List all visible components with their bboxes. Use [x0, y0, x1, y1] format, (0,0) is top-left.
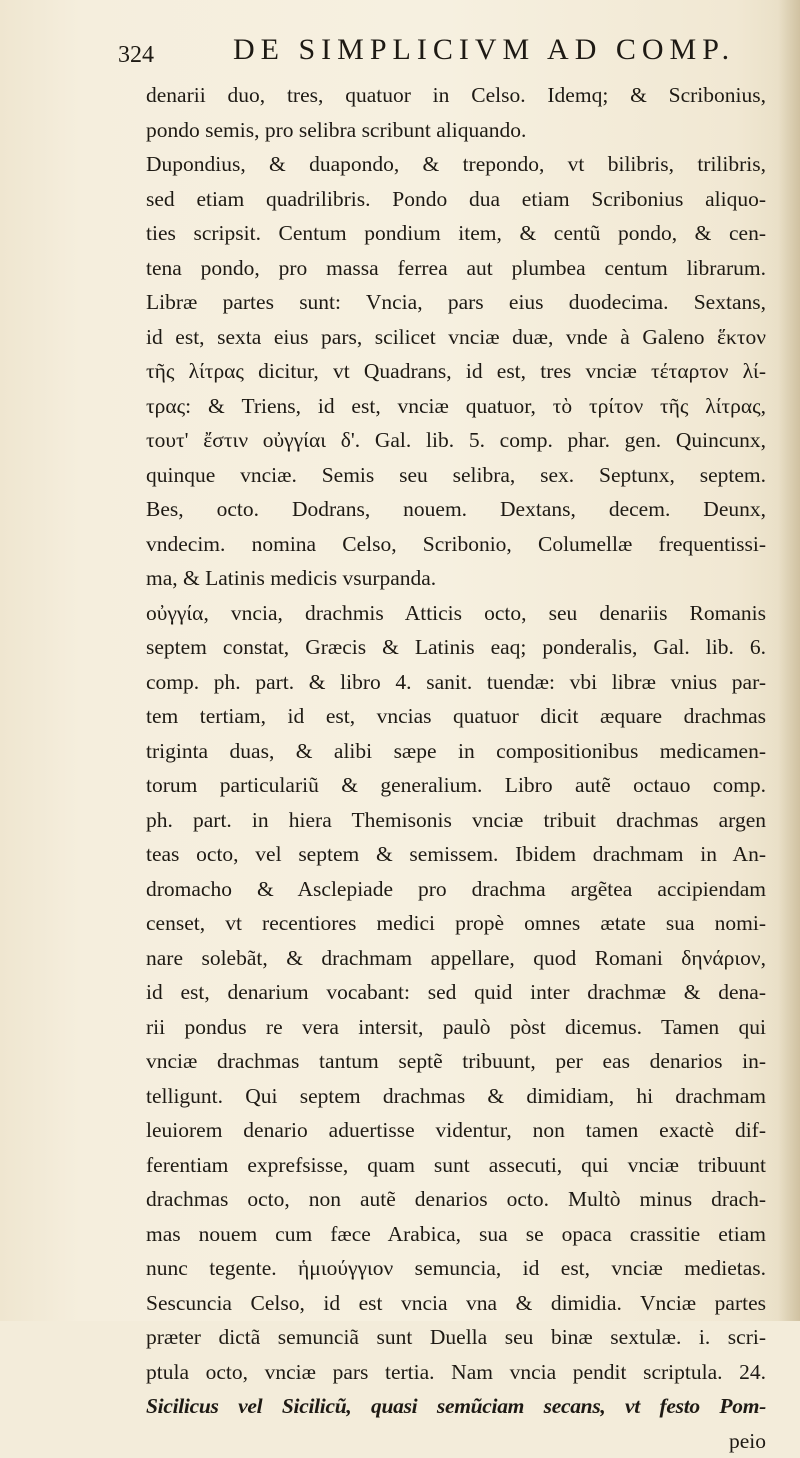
catchword: peio: [146, 1424, 766, 1458]
text-line: telligunt. Qui septem drachmas & dimidiam, hi drachmam: [146, 1079, 766, 1114]
text-line: τρας: & Triens, id est, vnciæ quatuor, τὸ τρίτον τῆς λίτρας,: [146, 389, 766, 424]
text-line: vnciæ drachmas tantum septẽ tribuunt, per eas denarios in-: [146, 1044, 766, 1079]
text-line: dromacho & Asclepiade pro drachma argẽtea accipiendam: [146, 872, 766, 907]
text-line: tem tertiam, id est, vncias quatuor dicit æquare drachmas: [146, 699, 766, 734]
text-line: Bes, octo. Dodrans, nouem. Dextans, decem. Deunx,: [146, 492, 766, 527]
text-line: id est, sexta eius pars, scilicet vnciæ duæ, vnde à Galeno ἕκτον: [146, 320, 766, 355]
text-line: nunc tegente. ἡμιούγγιον semuncia, id est, vnciæ medietas.: [146, 1251, 766, 1286]
text-line: triginta duas, & alibi sæpe in compositionibus medicamen-: [146, 734, 766, 769]
page-edge-shadow: [778, 0, 800, 1321]
text-line: vndecim. nomina Celso, Scribonio, Columellæ frequentissi-: [146, 527, 766, 562]
text-line: quinque vnciæ. Semis seu selibra, sex. Septunx, septem.: [146, 458, 766, 493]
text-line: id est, denarium vocabant: sed quid inter drachmæ & dena-: [146, 975, 766, 1010]
text-line: rii pondus re vera intersit, paulò pòst dicemus. Tamen qui: [146, 1010, 766, 1045]
text-line: ph. part. in hiera Themisonis vnciæ tribuit drachmas argen: [146, 803, 766, 838]
text-line: pondo semis, pro selibra scribunt aliquando.: [146, 113, 766, 148]
text-line: Sescuncia Celso, id est vncia vna & dimidia. Vnciæ partes: [146, 1286, 766, 1321]
text-line: drachmas octo, non autẽ denarios octo. Multò minus drach-: [146, 1182, 766, 1217]
text-line: οὐγγία, vncia, drachmis Atticis octo, seu denariis Romanis: [146, 596, 766, 631]
text-line: ferentiam exprefsisse, quam sunt assecuti, qui vnciæ tribuunt: [146, 1148, 766, 1183]
text-line: ptula octo, vnciæ pars tertia. Nam vncia pendit scriptula. 24.: [146, 1355, 766, 1390]
text-line: torum particulariũ & generalium. Libro autẽ octauo comp.: [146, 768, 766, 803]
text-line: ma, & Latinis medicis vsurpanda.: [146, 561, 766, 596]
text-line: τῆς λίτρας dicitur, vt Quadrans, id est, tres vnciæ τέταρτον λί-: [146, 354, 766, 389]
text-line: comp. ph. part. & libro 4. sanit. tuendæ: vbi libræ vnius par-: [146, 665, 766, 700]
text-line: Dupondius, & duapondo, & trepondo, vt bilibris, trilibris,: [146, 147, 766, 182]
text-line: Sicilicus vel Sicilicũ, quasi semũciam secans, vt festo Pom-: [146, 1389, 766, 1424]
page-header: [118, 30, 758, 74]
text-line: teas octo, vel septem & semissem. Ibidem drachmam in An-: [146, 837, 766, 872]
text-line: ties scripsit. Centum pondium item, & centũ pondo, & cen-: [146, 216, 766, 251]
text-line: denarii duo, tres, quatuor in Celso. Idemq; & Scribonius,: [146, 78, 766, 113]
text-line: septem constat, Græcis & Latinis eaq; ponderalis, Gal. lib. 6.: [146, 630, 766, 665]
body-text: [146, 78, 766, 1458]
text-line: leuiorem denario aduertisse videntur, non tamen exactè dif-: [146, 1113, 766, 1148]
text-line: τουτ' ἔστιν οὐγγίαι δ'. Gal. lib. 5. comp. phar. gen. Quincunx,: [146, 423, 766, 458]
text-line: tena pondo, pro massa ferrea aut plumbea centum librarum.: [146, 251, 766, 286]
running-head: DE SIMPLICIVM AD COMP.: [233, 33, 735, 67]
text-line: mas nouem cum fæce Arabica, sua se opaca crassitie etiam: [146, 1217, 766, 1252]
page-number: 324: [118, 42, 154, 69]
text-line: Libræ partes sunt: Vncia, pars eius duodecima. Sextans,: [146, 285, 766, 320]
text-line: nare solebãt, & drachmam appellare, quod Romani δηνάριον,: [146, 941, 766, 976]
text-line: præter dictã semunciã sunt Duella seu binæ sextulæ. i. scri-: [146, 1320, 766, 1355]
text-line: sed etiam quadrilibris. Pondo dua etiam Scribonius aliquo-: [146, 182, 766, 217]
text-line: censet, vt recentiores medici propè omnes ætate sua nomi-: [146, 906, 766, 941]
